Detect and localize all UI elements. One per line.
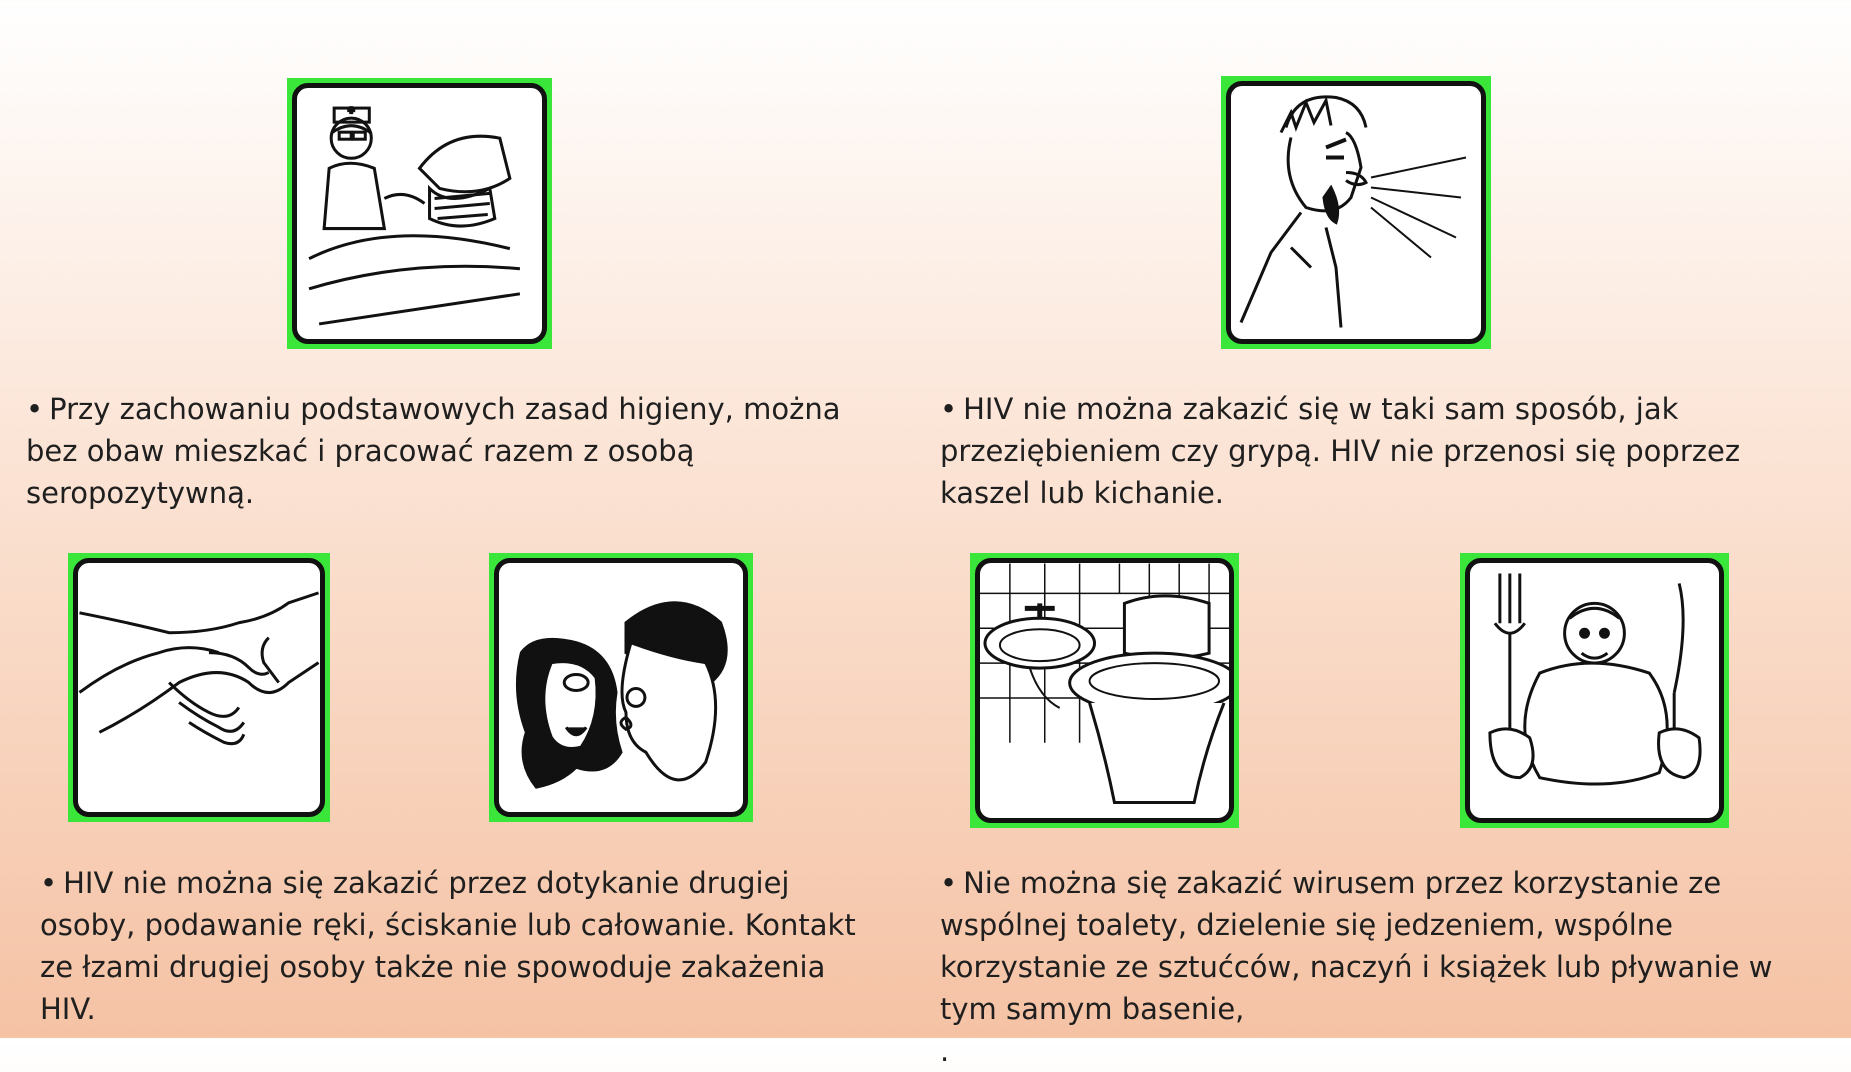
eating-man-panel [1460,553,1729,828]
kiss-panel [489,553,753,822]
nurse-patient-icon [297,88,542,339]
caption-touching [40,862,880,1030]
bullet: • [940,866,958,900]
bullet: • [26,392,44,426]
kiss-icon [499,563,743,812]
caption-cold-flu [940,388,1820,514]
nurse-patient-panel [287,78,552,349]
handshake-icon [78,563,320,812]
caption-hygiene-text: Przy zachowaniu podstawowych zasad higieny, można bez obaw mieszkać i pracować razem z osobą seropozytywną. [26,392,841,510]
caption-cold-flu-text: HIV nie można zakazić się w taki sam sposób, jak przeziębieniem czy grypą. HIV nie przenosi się poprzez kaszel lub kichanie. [940,392,1741,510]
caption-shared-toilet [940,862,1830,1072]
bullet: • [40,866,58,900]
caption-touching-text: HIV nie można się zakazić przez dotykanie drugiej osoby, podawanie ręki, ściskanie lub całowanie. Kontakt ze łzami drugiej osoby także nie spowoduje zakażenia HIV. [40,866,856,1026]
sneezing-man-icon [1231,86,1481,339]
eating-man-icon [1470,563,1719,818]
bullet: • [940,392,958,426]
caption-hygiene [26,388,886,514]
handshake-panel [68,553,330,822]
sneezing-man-panel [1221,76,1491,349]
toilet-sink-icon [980,563,1229,818]
toilet-sink-panel [970,553,1239,828]
caption-tail-dot: . [940,1034,950,1068]
caption-shared-toilet-text: Nie można się zakazić wirusem przez korzystanie ze wspólnej toalety, dzielenie się jedzeniem, wspólne korzystanie ze sztućców, naczyń i książek lub pływanie w tym samym basenie, [940,866,1773,1026]
